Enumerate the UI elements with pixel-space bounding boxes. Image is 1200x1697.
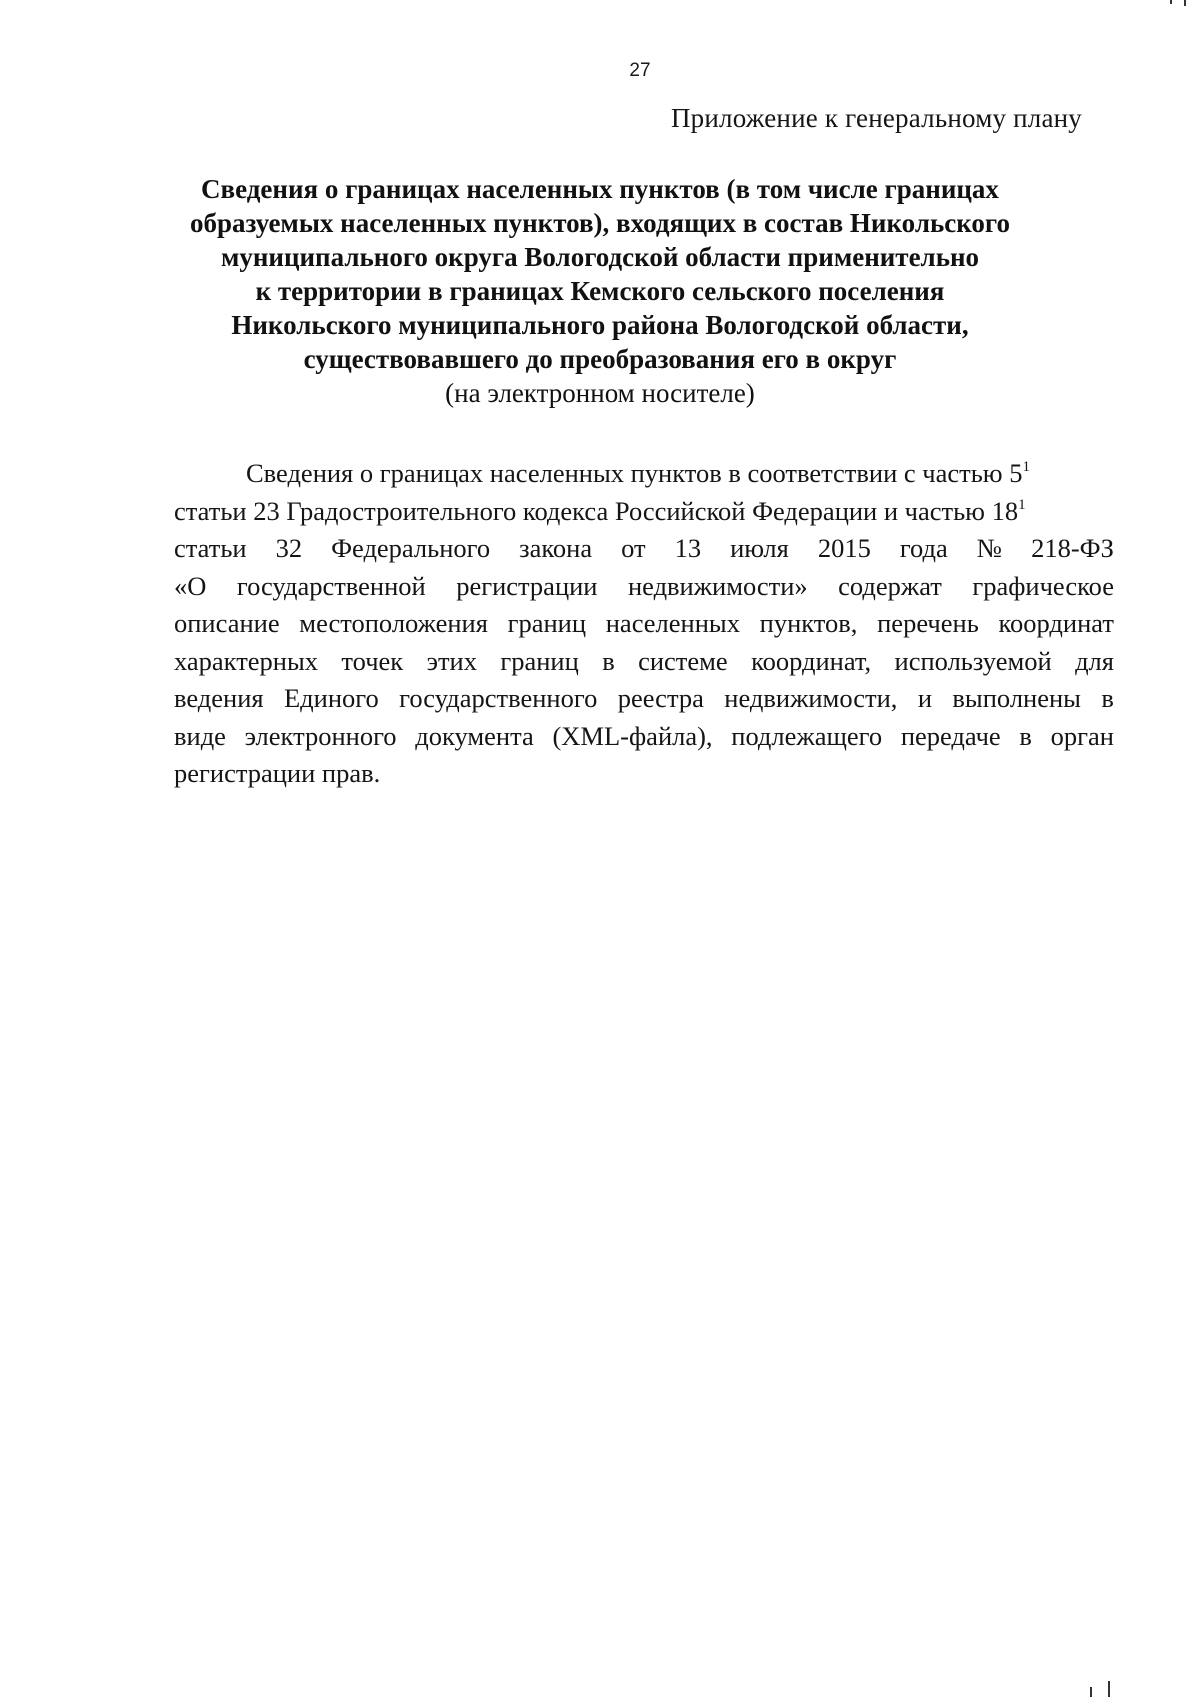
body-word: года xyxy=(899,533,948,563)
body-word: населенных xyxy=(605,608,740,638)
body-word: июля xyxy=(730,533,789,563)
body-word: подлежащего xyxy=(731,720,883,751)
body-word: недвижимости» xyxy=(627,570,808,601)
body-word: перечень xyxy=(877,608,979,638)
body-line xyxy=(174,605,1114,643)
title-line: Сведения о границах населенных пунктов (в том числе границах xyxy=(201,174,999,204)
body-line xyxy=(174,530,1114,568)
body-word: выполнены xyxy=(952,683,1081,713)
document-title xyxy=(150,172,1050,410)
body-word: 2015 xyxy=(817,533,871,563)
page-number: 27 xyxy=(629,60,651,81)
body-word: 218-ФЗ xyxy=(1031,533,1114,563)
body-word: закона xyxy=(519,533,593,563)
body-word: пунктов, xyxy=(759,608,858,638)
body-word: границ xyxy=(500,645,579,676)
body-word: документа xyxy=(415,720,534,751)
body-word: в xyxy=(602,645,615,676)
body-word: (XML-файла), xyxy=(552,720,713,751)
body-word: недвижимости, xyxy=(724,683,898,713)
body-word: «О xyxy=(174,570,207,601)
superscript: 1 xyxy=(1022,459,1030,475)
body-line-text: статьи 23 Градостроительного кодекса Российской Федерации и частью 18 xyxy=(174,495,1019,526)
appendix-label: Приложение к генеральному плану xyxy=(670,103,1082,133)
body-word: границ xyxy=(507,608,587,638)
body-word: содержат xyxy=(838,570,942,601)
body-line xyxy=(174,718,1114,756)
body-word: точек xyxy=(341,645,404,676)
body-word: характерных xyxy=(174,645,319,676)
body-word: 13 xyxy=(674,533,702,563)
body-line xyxy=(174,455,1114,493)
body-word: в xyxy=(1101,683,1114,713)
body-word: этих xyxy=(426,645,477,676)
body-word: государственной xyxy=(236,570,426,601)
body-line: регистрации прав. xyxy=(174,758,381,788)
body-word: для xyxy=(1075,645,1114,676)
title-line: муниципального округа Вологодской области применительно xyxy=(220,242,980,272)
superscript: 1 xyxy=(1018,496,1026,513)
body-word: системе xyxy=(638,645,728,676)
scan-artifact-mark xyxy=(1090,1687,1092,1697)
body-word: графическое xyxy=(972,570,1114,601)
body-line xyxy=(174,643,1114,681)
body-word: № xyxy=(976,533,1003,563)
title-line: Никольского муниципального района Вологодской области, xyxy=(231,310,969,340)
body-word: Единого xyxy=(284,683,379,713)
body-word: электронного xyxy=(244,720,397,751)
body-word: регистрации xyxy=(456,570,598,601)
body-word: координат, xyxy=(751,645,872,676)
title-line: образуемых населенных пунктов), входящих в состав Никольского xyxy=(189,208,1011,238)
scan-artifact-mark xyxy=(1108,1681,1110,1697)
scan-artifact-mark xyxy=(1170,0,1172,4)
body-line xyxy=(174,493,1114,531)
body-line-text: Сведения о границах населенных пунктов в соответствии с частью 5 xyxy=(246,458,1023,488)
scan-artifact-mark xyxy=(1184,0,1186,6)
body-paragraph xyxy=(174,455,1114,793)
body-word: в xyxy=(1019,720,1032,751)
body-word: 32 xyxy=(275,533,303,563)
body-word: орган xyxy=(1050,720,1114,751)
body-word: реестра xyxy=(617,683,704,713)
body-word: виде xyxy=(174,720,226,751)
title-line: существовавшего до преобразования его в округ xyxy=(303,344,897,374)
body-word: и xyxy=(917,683,932,713)
title-line: к территории в границах Кемского сельского поселения xyxy=(255,276,945,306)
body-word: статьи xyxy=(174,533,247,563)
body-word: используемой xyxy=(894,645,1052,676)
title-subtitle: (на электронном носителе) xyxy=(445,378,755,408)
body-word: координат xyxy=(998,608,1114,638)
body-word: ведения xyxy=(174,683,264,713)
body-line xyxy=(174,568,1114,606)
body-word: описание xyxy=(174,608,280,638)
body-word: государственного xyxy=(399,683,598,713)
body-word: Федерального xyxy=(331,533,491,563)
body-word: местоположения xyxy=(299,608,488,638)
body-word: от xyxy=(621,533,646,563)
body-line xyxy=(174,680,1114,718)
body-word: передаче xyxy=(900,720,1001,751)
